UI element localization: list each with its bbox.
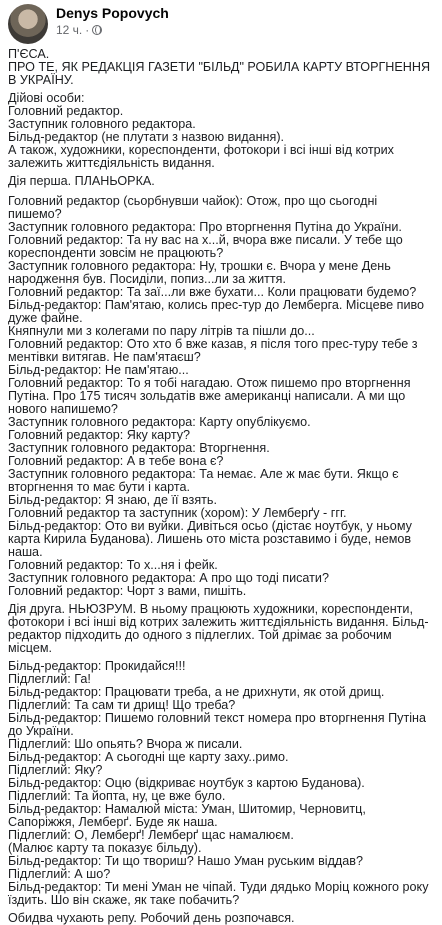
post-subline bbox=[56, 22, 169, 38]
text-line: (Малює карту та показує більду). bbox=[8, 841, 202, 855]
text-line: Заступник головного редактора: Та немає. Але ж має бути. Якщо є вторгнення то має бути і карта. bbox=[8, 467, 399, 494]
separator-dot: · bbox=[85, 23, 90, 37]
text-line: Більд-редактор (не плутати з назвою видання). bbox=[8, 130, 285, 144]
text-line: Головний редактор: Чорт з вами, пишіть. bbox=[8, 584, 247, 598]
post-meta bbox=[56, 4, 169, 38]
text-line: Більд-редактор: Пам'ятаю, колись прес-тур до Лемберга. Місцеве пиво дуже файне. bbox=[8, 298, 425, 325]
text-line: Заступник головного редактора: Карту опублікуємо. bbox=[8, 415, 311, 429]
text-line: Більд-редактор: Працювати треба, а не дрихнути, як отой дрищ. bbox=[8, 685, 385, 699]
post-time[interactable]: 12 ч. bbox=[56, 23, 83, 37]
text-line: Головний редактор: Та ну вас на х...й, вчора вже писали. У тебе що кореспонденти зовсім не працюють? bbox=[8, 233, 403, 260]
text-line: Підлеглий: О, Лемберґ! Лемберґ щас намалюєм. bbox=[8, 828, 294, 842]
text-line: Заступник головного редактора: Ну, трошки є. Вчора у мене День народження був. Посиділи, попиз...ли за життя. bbox=[8, 259, 391, 286]
text-line: Більд-редактор: Прокидайся!!! bbox=[8, 659, 186, 673]
text-line: Підлеглий: А шо? bbox=[8, 867, 111, 881]
text-line: Головний редактор: Та заї...ли вже бухати... Коли працювати будемо? bbox=[8, 285, 417, 299]
text-line: Головний редактор: А в тебе вона є? bbox=[8, 454, 224, 468]
text-line: Головний редактор (сьорбнувши чайок): Отож, про що сьогодні пишемо? bbox=[8, 194, 378, 221]
text-line: Дійові особи: bbox=[8, 91, 85, 105]
text-line: Більд-редактор: А сьогодні ще карту заху..римо. bbox=[8, 750, 289, 764]
text-line: Заступник головного редактора: Вторгнення. bbox=[8, 441, 270, 455]
post-header bbox=[8, 4, 434, 48]
globe-icon[interactable] bbox=[92, 25, 102, 35]
text-line: ПРО ТЕ, ЯК РЕДАКЦІЯ ГАЗЕТИ "БІЛЬД" РОБИЛА КАРТУ ВТОРГНЕННЯ В УКРАЇНУ. bbox=[8, 60, 431, 87]
text-line: Більд-редактор: Я знаю, де її взять. bbox=[8, 493, 217, 507]
text-line: Більд-редактор: Оцю (відкриває ноутбук з картою Буданова). bbox=[8, 776, 365, 790]
text-line: Більд-редактор: Ти що твориш? Нашо Уман руським віддав? bbox=[8, 854, 363, 868]
text-line: Дія перша. ПЛАНЬОРКА. bbox=[8, 174, 155, 188]
text-line: Головний редактор: То я тобі нагадаю. Отож пишемо про вторгнення Путіна. Про 175 тисяч зольдатів вже американці написали. А ми що нового напишемо? bbox=[8, 376, 411, 416]
text-line: Більд-редактор: Пишемо головний текст номера про вторгнення Путіна до України. bbox=[8, 711, 426, 738]
text-line: Підлеглий: Га! bbox=[8, 672, 91, 686]
text-line: Більд-редактор: Не пам'ятаю... bbox=[8, 363, 189, 377]
avatar[interactable] bbox=[8, 4, 48, 44]
text-line: Дія друга. НЬЮЗРУМ. В ньому працюють художники, кореспонденти, фотокори і всі інші від котрих залежить життєдіяльність видання. Більд-редактор підходить до одного з підлеглих. Той дрімає за робочим місцем. bbox=[8, 602, 429, 655]
text-line: Головний редактор: Яку карту? bbox=[8, 428, 191, 442]
text-line: А також, художники, кореспонденти, фотокори і всі інші від котрих залежить життєдіяльність видання. bbox=[8, 143, 394, 170]
text-line: Підлеглий: Яку? bbox=[8, 763, 103, 777]
text-line: Головний редактор: Ото хто б вже казав, я після того прес-туру тебе з ментівки витягав. Не пам'ятаєш? bbox=[8, 337, 418, 364]
text-line: Підлеглий: Та сам ти дрищ! Що треба? bbox=[8, 698, 236, 712]
text-line: Головний редактор. bbox=[8, 104, 124, 118]
text-line: Княпнули ми з колегами по пару літрів та пішли до... bbox=[8, 324, 315, 338]
author-name[interactable]: Denys Popovych bbox=[56, 5, 169, 21]
text-line: Заступник головного редактора. bbox=[8, 117, 196, 131]
text-line: Більд-редактор: Намалюй міста: Уман, Шитомир, Черновитц, Сапоріжжя, Лемберґ. Буде як наша. bbox=[8, 802, 366, 829]
text-line: Більд-редактор: Ти мені Уман не чіпай. Туди дядько Моріц кожного року їздить. Шо він скаже, як таке побачить? bbox=[8, 880, 429, 907]
text-line: Підлеглий: Та йопта, ну, це вже було. bbox=[8, 789, 226, 803]
text-line: Заступник головного редактора: Про вторгнення Путіна до України. bbox=[8, 220, 402, 234]
text-line: П'ЄСА. bbox=[8, 47, 50, 61]
text-line: Обидва чухають репу. Робочий день розпочався. bbox=[8, 911, 295, 925]
text-line: Головний редактор: То х...ня і фейк. bbox=[8, 558, 218, 572]
text-line: Більд-редактор: Ото ви вуйки. Дивіться осьо (дістає ноутбук, у ньому карта Кирила Буданова). Лишень ото міста розставимо і буде, немов наша. bbox=[8, 519, 412, 559]
text-line: Підлеглий: Шо опьять? Вчора ж писали. bbox=[8, 737, 243, 751]
post-text bbox=[8, 48, 434, 925]
text-line: Головний редактор та заступник (хором): У Лемберґу - ггг. bbox=[8, 506, 347, 520]
text-line: Заступник головного редактора: А про що тоді писати? bbox=[8, 571, 329, 585]
